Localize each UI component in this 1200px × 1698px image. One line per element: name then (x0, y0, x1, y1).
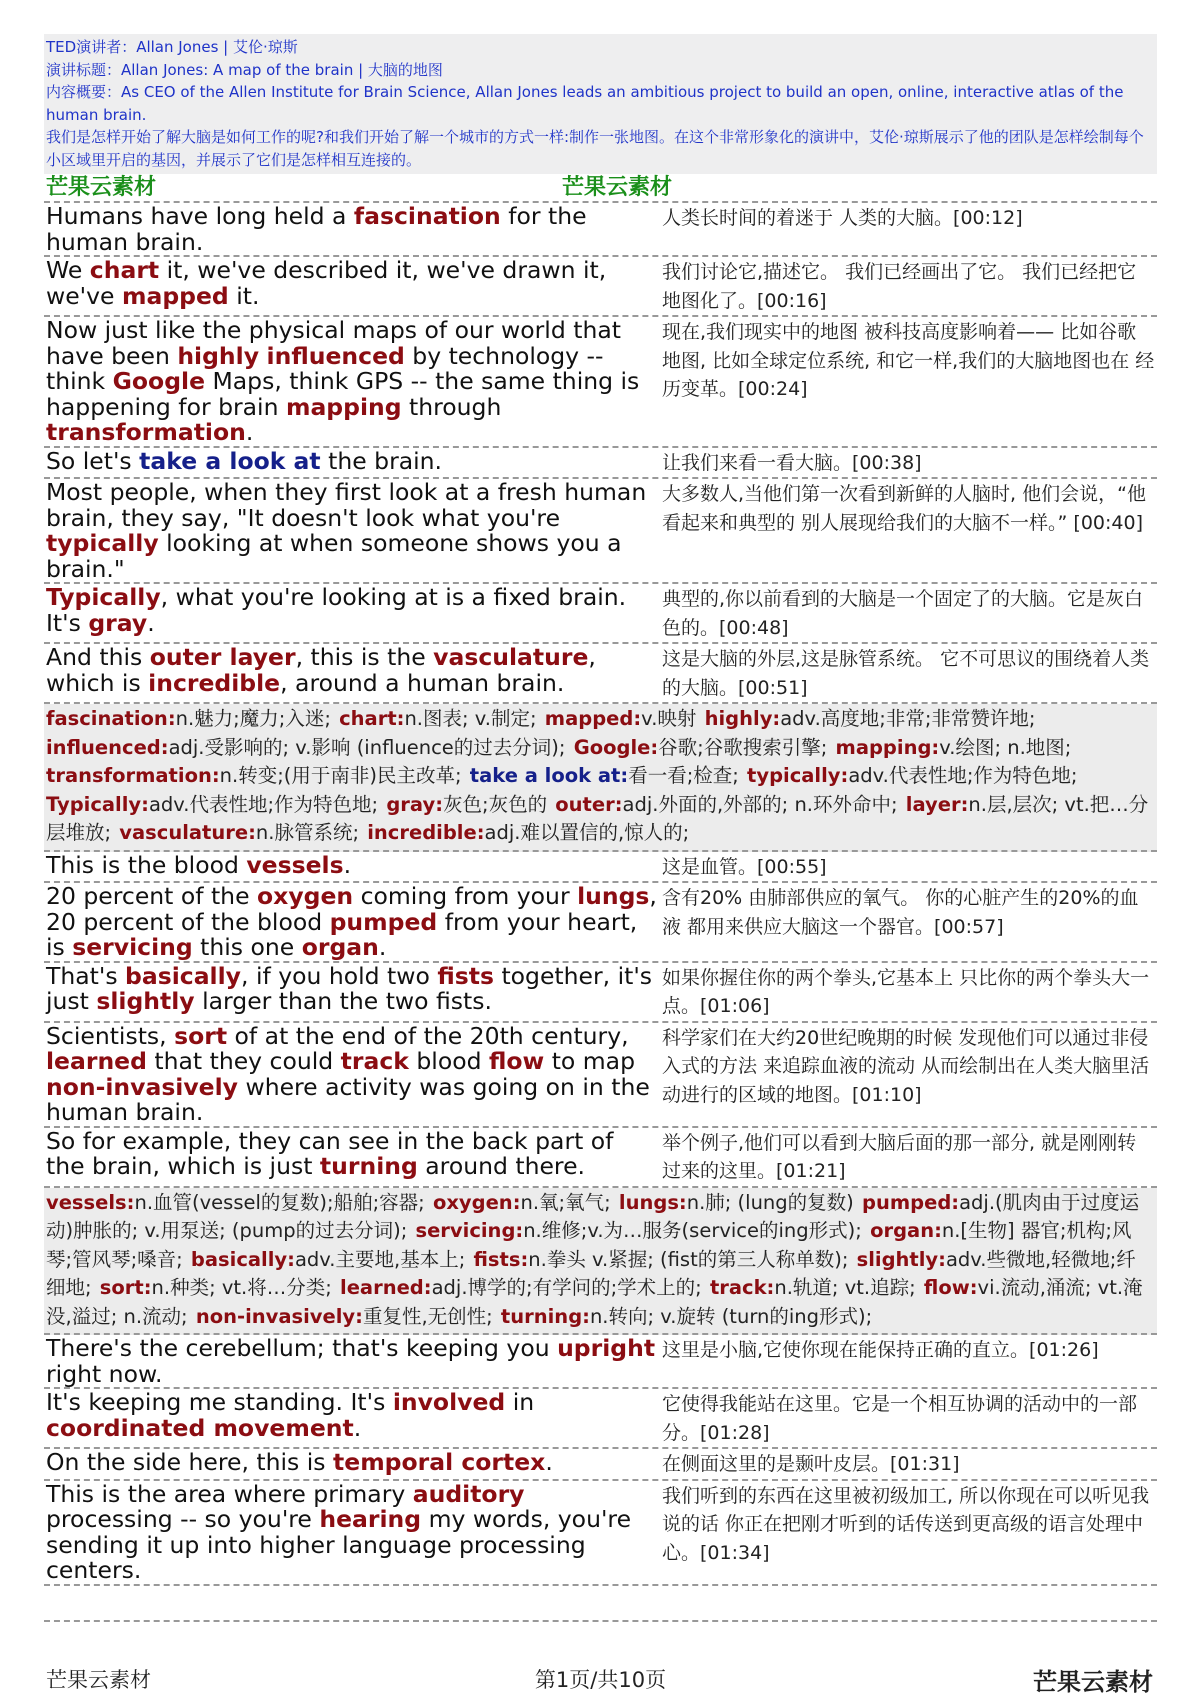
vocab-definition: n.魅力;魔力;入迷; (175, 707, 331, 730)
vocab-entry (100, 1276, 332, 1299)
highlighted-word: temporal cortex (333, 1449, 546, 1476)
highlighted-word: sort (174, 1022, 228, 1050)
highlighted-word: turning (319, 1152, 418, 1180)
highlighted-word: typically (46, 529, 159, 557)
english-sentence: And this outer layer, this is the vasculature, which is incredible, around a human brain. (46, 644, 596, 697)
english-sentence: Scientists, sort of at the end of the 20th century, learned that they could track blood flow to map non-invasively where activity was going on in the human brain. (46, 1022, 650, 1126)
vocab-word: Google: (573, 735, 659, 759)
vocab-word: take a look at: (469, 764, 629, 787)
highlighted-word: vessels (246, 851, 344, 879)
vocab-definition: n.转变;(用于南非)民主改革; (219, 764, 462, 787)
vocab-entry (367, 821, 689, 844)
vocab-entry (46, 793, 378, 816)
sentence-pair (44, 584, 1157, 644)
chinese-translation: 在侧面这里的是颞叶皮层。[01:31] (662, 1453, 960, 1475)
vocab-entry (191, 1248, 465, 1271)
sentence-section-3 (44, 1335, 1157, 1586)
vocab-entry (119, 821, 359, 844)
english-sentence: That's basically, if you hold two fists together, it's just slightly larger than the two fists. (46, 962, 653, 1015)
highlighted-word: flow (488, 1047, 545, 1075)
highlighted-word: learned (46, 1047, 147, 1075)
vocab-definition: n.脉管系统; (255, 821, 360, 844)
vocab-entry (415, 1219, 861, 1242)
vocab-definition: adv.些微地,轻微地;纤细地; (46, 1247, 1136, 1299)
chinese-translation: 如果你握住你的两个拳头,它基本上 只比你的两个拳头大一点。[01:06] (662, 966, 1150, 1017)
sentence-section-2 (44, 852, 1157, 1188)
highlighted-word: coordinated movement (46, 1413, 354, 1442)
highlighted-word: transformation (46, 418, 246, 446)
highlighted-word: take a look at (139, 447, 321, 475)
chinese-translation: 举个例子,他们可以看到大脑后面的那一部分, 就是刚刚转过来的这里。[01:21] (662, 1131, 1137, 1182)
vocab-definition: n.拳头 v.紧握; (fist的第三人称单数); (528, 1247, 849, 1271)
vocab-word: organ: (870, 1219, 942, 1242)
highlighted-word: influenced (266, 341, 405, 370)
vocab-word: flow: (923, 1276, 978, 1299)
chinese-translation: 让我们来看一看大脑。[00:38] (662, 451, 922, 474)
sentence-pair (44, 257, 1157, 317)
highlighted-word: pumped (329, 907, 438, 936)
highlighted-word: fascination (353, 203, 501, 230)
vocab-word: slightly: (856, 1247, 946, 1271)
vocab-definition: v.绘图; n.地图; (939, 735, 1072, 759)
sentence-pair (44, 479, 1157, 584)
vocab-word: vessels: (46, 1190, 135, 1214)
vocab-definition: adv.高度地;非常;非常赞许地; (780, 707, 1036, 730)
document-page (44, 34, 1157, 1622)
vocab-definition: vi.流动,涌流; vt.淹没,溢过; n.流动; (46, 1276, 1143, 1328)
highlighted-word: upright (557, 1335, 656, 1362)
highlighted-word: involved (392, 1389, 506, 1416)
sentence-section-1 (44, 203, 1157, 704)
vocab-definition: adj.难以置信的,惊人的; (484, 821, 690, 844)
chinese-translation: 科学家们在大约20世纪晚期的时候 发现他们可以通过非侵入式的方法 来追踪血液的流动 从而绘制出在人类大脑里活动进行的区域的地图。[01:10] (662, 1026, 1150, 1106)
highlighted-word: vasculature (433, 644, 589, 671)
vocab-entry (46, 707, 331, 730)
vocab-entry (705, 707, 1036, 730)
vocab-definition: n.维修;v.为…服务(service的ing形式); (523, 1219, 862, 1242)
highlighted-word: organ (301, 933, 379, 961)
highlighted-word: oxygen (257, 883, 354, 910)
vocab-definition: 重复性,无创性; (362, 1304, 493, 1328)
vocab-word: basically: (190, 1247, 295, 1271)
chinese-translation: 含有20% 由肺部供应的氧气。 你的心脏产生的20%的血液 都用来供应大脑这一个器官。[00:57] (662, 887, 1139, 938)
sentence-pair (44, 1449, 1157, 1481)
vocab-word: lungs: (618, 1190, 687, 1214)
highlighted-word: auditory (412, 1480, 525, 1508)
vocab-word: influenced: (46, 735, 169, 759)
brand-row (44, 174, 1157, 203)
vocab-definition: 看一看;检查; (628, 764, 739, 787)
english-sentence: This is the blood vessels. (46, 851, 352, 879)
chinese-translation: 我们听到的东西在这里被初级加工, 所以你现在可以听见我说的话 你正在把刚才听到的话传送到更高级的语言处理中心。[01:34] (662, 1484, 1150, 1564)
chinese-translation: 这里是小脑,它使你现在能保持正确的直立。[01:26] (662, 1339, 1099, 1361)
highlighted-word: lungs (577, 883, 650, 910)
vocab-entry (339, 707, 536, 730)
highlighted-word: track (340, 1047, 409, 1075)
vocab-entry (46, 736, 565, 759)
highlighted-word: slightly (96, 987, 195, 1015)
english-sentence: This is the area where primary auditory processing -- so you're hearing my words, you're sending it up into higher language processing centers. (46, 1480, 632, 1584)
chinese-translation: 我们讨论它,描述它。 我们已经画出了它。 我们已经把它地图化了。[00:16] (662, 261, 1137, 312)
vocab-word: vasculature: (119, 821, 256, 844)
english-sentence: On the side here, this is temporal cortex. (46, 1449, 553, 1476)
vocab-word: turning: (500, 1304, 590, 1328)
vocab-definition: adj.外面的,外部的; n.环外命中; (622, 792, 898, 816)
vocab-entry (555, 793, 897, 816)
vocab-definition: adv.代表性地;作为特色地; (148, 792, 379, 816)
highlighted-word: highly (177, 341, 260, 370)
page-number: 第1页/共10页 (534, 1668, 667, 1692)
vocab-word: track: (709, 1276, 775, 1299)
talk-info-block (44, 34, 1157, 174)
vocab-entry (747, 764, 1077, 787)
sentence-pair (44, 448, 1157, 480)
vocab-word: mapping: (835, 735, 940, 759)
vocab-word: incredible: (367, 821, 485, 844)
sentence-pair (44, 1128, 1157, 1188)
vocab-entry (501, 1305, 872, 1328)
vocab-word: sort: (99, 1276, 152, 1299)
highlighted-word: gray (88, 608, 148, 637)
vocab-entry (46, 1191, 425, 1214)
vocab-word: servicing: (415, 1219, 524, 1242)
highlighted-word: mapping (285, 392, 402, 421)
footer-brand-right: 芒果云素材 (1033, 1668, 1153, 1696)
vocab-entry (386, 793, 547, 816)
highlighted-word: incredible (148, 668, 281, 697)
vocab-entry (196, 1305, 493, 1328)
vocab-definition: n.[生物] 器官;机构;风琴;管风琴;嗓音; (46, 1219, 1132, 1271)
highlighted-word: chart (89, 257, 160, 284)
english-sentence: We chart it, we've described it, we've drawn it, we've mapped it. (46, 257, 607, 310)
summary-en: 内容概要：As CEO of the Allen Institute for Brain Science, Allan Jones leads an ambitious project to build an open, online, interactive atlas of the human brain. (46, 83, 1124, 124)
vocab-word: typically: (747, 764, 849, 787)
highlighted-word: basically (125, 962, 241, 990)
vocab-definition: adj.(肌肉由于过度运动)肿胀的; v.用泵送; (pump的过去分词); (46, 1190, 1140, 1242)
english-sentence: So for example, they can see in the back part of the brain, which is just turning around there. (46, 1127, 614, 1180)
vocab-definition: v.映射 (641, 707, 697, 730)
highlighted-word: outer layer (149, 644, 296, 671)
highlighted-word: Typically (46, 584, 161, 611)
sentence-pair (44, 963, 1157, 1023)
sentence-pair (44, 1335, 1157, 1389)
vocab-word: pumped: (861, 1190, 960, 1214)
highlighted-word: servicing (72, 933, 193, 961)
vocab-word: layer: (905, 792, 969, 816)
highlighted-word: non-invasively (46, 1072, 238, 1101)
chinese-translation: 人类长时间的着迷于 人类的大脑。[00:12] (662, 207, 1023, 229)
vocab-definition: n.轨道; vt.追踪; (774, 1276, 916, 1299)
chinese-translation: 典型的,你以前看到的大脑是一个固定了的大脑。它是灰白色的。[00:48] (662, 588, 1144, 639)
vocabulary-block-2 (44, 1188, 1157, 1336)
summary-zh: 我们是怎样开始了解大脑是如何工作的呢?和我们开始了解一个城市的方式一样:制作一张地图。在这个非常形象化的演讲中，艾伦·琼斯展示了他的团队是怎样绘制每个小区域里开启的基因，并展示了它们是怎样相互连接的。 (46, 128, 1144, 169)
vocab-entry (545, 707, 697, 730)
highlighted-word: fists (437, 962, 494, 990)
sentence-pair (44, 317, 1157, 448)
vocab-word: chart: (339, 707, 405, 730)
vocab-word: outer: (555, 792, 623, 816)
highlighted-word: hearing (319, 1505, 422, 1533)
vocab-definition: n.图表; v.制定; (404, 707, 537, 730)
english-sentence: Typically, what you're looking at is a fixed brain. It's gray. (46, 584, 627, 637)
vocab-word: highly: (704, 707, 781, 730)
vocab-definition: adv.代表性地;作为特色地; (848, 764, 1078, 787)
english-sentence: It's keeping me standing. It's involved in coordinated movement. (46, 1389, 535, 1442)
english-sentence: There's the cerebellum; that's keeping you upright right now. (46, 1335, 656, 1387)
vocabulary-block-1 (44, 704, 1157, 852)
vocab-definition: adj.博学的;有学问的;学术上的; (431, 1276, 702, 1299)
vocab-word: fascination: (46, 707, 176, 730)
vocab-definition: n.层,层次; vt.把…分层堆放; (46, 792, 1149, 844)
sentence-pair (44, 1389, 1157, 1449)
vocab-word: learned: (340, 1276, 432, 1299)
highlighted-word: Google (112, 367, 206, 395)
english-sentence: Most people, when they first look at a fresh human brain, they say, "It doesn't look what you're typically looking at when someone shows you a brain." (46, 479, 647, 582)
chinese-translation: 这是大脑的外层,这是脉管系统。 它不可思议的围绕着人类的大脑。[00:51] (662, 648, 1150, 699)
vocab-entry (619, 1191, 854, 1214)
footer-brand-left: 芒果云素材 (46, 1668, 151, 1692)
brand-watermark-right: 芒果云素材 (562, 174, 673, 200)
chinese-translation: 这是血管。[00:55] (662, 855, 827, 878)
chinese-translation: 大多数人,当他们第一次看到新鲜的人脑时, 他们会说，“他看起来和典型的 别人展现给我们的大脑不一样。” [00:40] (662, 483, 1146, 534)
vocab-definition: adj.受影响的; v.影响 (influence的过去分词); (168, 735, 566, 759)
page-footer (44, 1664, 1157, 1694)
vocab-entry (473, 1248, 848, 1271)
sentence-pair (44, 644, 1157, 704)
brand-watermark-left: 芒果云素材 (46, 174, 157, 200)
vocab-entry (574, 736, 828, 759)
vocab-definition: adv.主要地,基本上; (294, 1247, 466, 1271)
section-end-divider (44, 1586, 1157, 1622)
vocab-entry (836, 736, 1072, 759)
english-sentence: So let's take a look at the brain. (46, 447, 443, 475)
chinese-translation: 现在,我们现实中的地图 被科技高度影响着—— 比如谷歌地图, 比如全球定位系统, 和它一样,我们的大脑地图也在 经历变革。[00:24] (662, 321, 1155, 400)
english-sentence: Now just like the physical maps of our world that have been highly influenced by technology -- think Google Maps, think GPS -- the same thing is happening for brain mapping through transformation. (46, 317, 640, 446)
vocab-entry (433, 1191, 611, 1214)
english-sentence: 20 percent of the oxygen coming from your lungs, 20 percent of the blood pumped from your heart, is servicing this one organ. (46, 883, 657, 961)
sentence-pair (44, 203, 1157, 257)
vocab-definition: 灰色;灰色的 (443, 792, 548, 816)
highlighted-word: mapped (121, 281, 229, 310)
title-line: 演讲标题：Allan Jones: A map of the brain | 大脑的地图 (46, 60, 443, 79)
english-sentence: Humans have long held a fascination for the human brain. (46, 203, 587, 255)
vocab-entry (470, 764, 739, 787)
sentence-pair (44, 1023, 1157, 1128)
speaker-line: TED演讲者：Allan Jones | 艾伦·琼斯 (46, 38, 298, 56)
sentence-pair (44, 852, 1157, 884)
sentence-pair (44, 883, 1157, 963)
vocab-word: mapped: (544, 707, 642, 730)
vocab-entry (46, 764, 462, 787)
vocab-definition: n.血管(vessel的复数);船舶;容器; (134, 1190, 425, 1214)
vocab-definition: n.氧;氧气; (520, 1190, 611, 1214)
vocab-definition: n.种类; vt.将…分类; (151, 1276, 332, 1299)
vocab-word: fists: (473, 1247, 529, 1271)
vocab-word: transformation: (46, 764, 220, 787)
vocab-definition: 谷歌;谷歌搜索引擎; (658, 735, 828, 759)
vocab-definition: n.转向; v.旋转 (turn的ing形式); (589, 1304, 873, 1328)
vocab-word: gray: (386, 792, 443, 816)
vocab-entry (340, 1276, 702, 1299)
vocab-word: non-invasively: (195, 1304, 363, 1328)
chinese-translation: 它使得我能站在这里。它是一个相互协调的活动中的一部分。[01:28] (662, 1393, 1138, 1444)
vocab-definition: n.肺; (lung的复数) (686, 1190, 854, 1214)
vocab-word: Typically: (46, 792, 149, 816)
sentence-pair (44, 1481, 1157, 1586)
vocab-word: oxygen: (432, 1190, 521, 1214)
vocab-entry (710, 1276, 916, 1299)
